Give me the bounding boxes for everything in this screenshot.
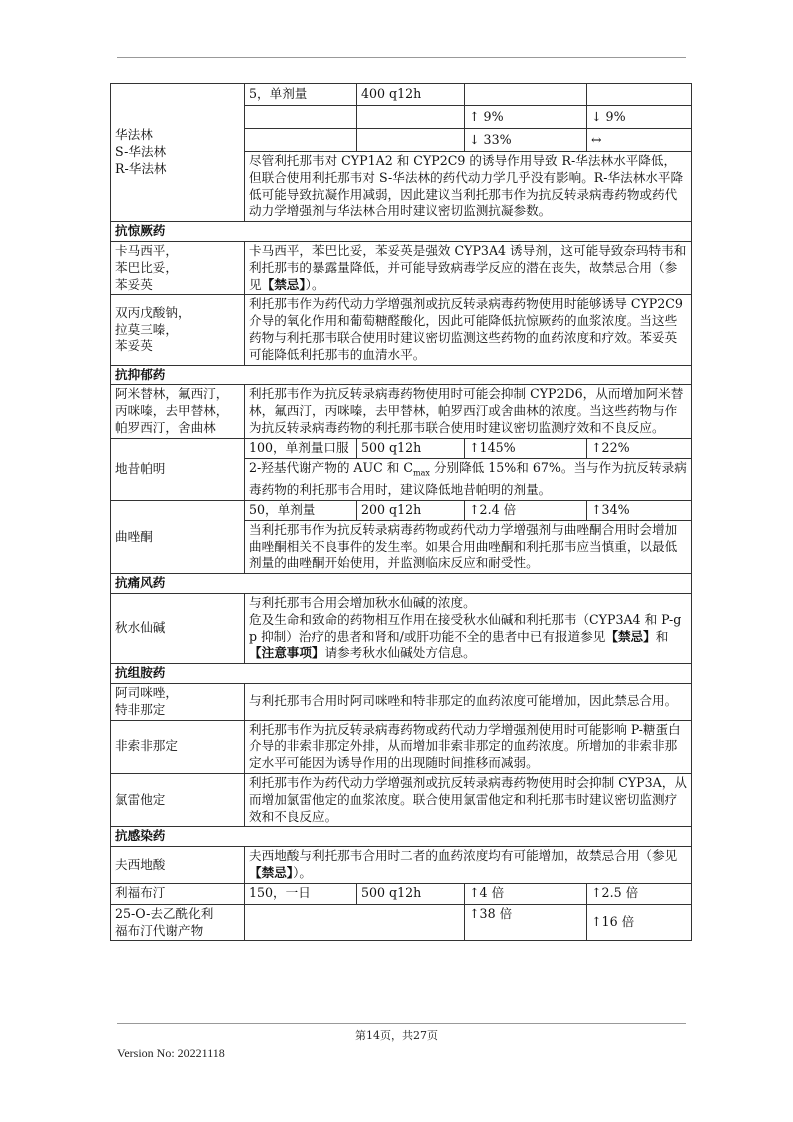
drug-cell [111,295,245,365]
section-header-row [111,365,692,385]
interaction-table [110,83,692,941]
table-row [111,84,692,106]
note-cell: 利托那韦作为药代动力学增强剂或抗反转录病毒药物使用时能够诱导 CYP2C9 介导的氧化作用和葡萄糖醛酸化，因此可能降低抗惊厥药的血浆浓度。当这些药物与利托那韦联合使用时建议密切监测这些药物的血药浓度和疗效。苯妥英可能降低利托那韦的血清水平。 [245,295,692,365]
page-number: 第14页，共27页 [355,1029,438,1042]
footer-rule [117,1023,686,1024]
cmax-cell [587,84,692,106]
drug-name: 阿司咪唑， [115,685,178,701]
cmax-cell: ↑34% [587,500,692,520]
section-header: 抗痛风药 [111,574,692,594]
auc-cell: ↑4 倍 [465,883,587,904]
drug-name: 卡马西平， [115,242,178,258]
drug-name: 25-O-去乙酰化利 [115,905,214,921]
drug-name: 华法林 [115,127,153,143]
note-text: 夫西地酸与利托那韦合用时二者的血药浓度均有可能增加，故禁忌合用（参见 [249,848,678,864]
note-cell [245,847,692,884]
drug-name: 阿米替林，氟西汀， [115,386,229,402]
drug-cell: 非索非那定 [111,720,245,773]
cmax-cell: ↓ 9% [587,106,692,129]
drug-name: R-华法林 [115,160,167,176]
section-header: 抗感染药 [111,827,692,847]
dose-cell [245,106,357,129]
header-rule [117,57,686,58]
contraindication-tag: 【禁忌】 [261,276,306,292]
note-text: 和 [655,628,669,644]
drug-cell [111,684,245,721]
note-cell [245,458,692,500]
ritonavir-dose-cell: 500 q12h [357,438,465,458]
drug-cell: 秋水仙碱 [111,594,245,664]
ritonavir-dose-cell [357,106,465,129]
section-header-row [111,664,692,684]
auc-cell: ↓ 33% [465,129,587,152]
note-text: 分别降低 15%和 67%。当与作为抗反转录病毒药物的利托那韦合用时，建议降低地昔帕明的剂量。 [249,459,687,498]
table-row [111,720,692,773]
cmax-cell: ↔ [587,129,692,152]
drug-cell: 夫西地酸 [111,847,245,884]
drug-name: 拉莫三嗪， [115,321,178,337]
table-row [111,594,692,664]
note-cell: 利托那韦作为抗反转录病毒药物或药代动力学增强剂使用时可能影响 P-糖蛋白介导的非索非那定外排，从而增加非索非那定的血药浓度。所增加的非索非那定水平可能因为诱导作用的出现随时间推移而减弱。 [245,720,692,773]
drug-cell: 氯雷他定 [111,774,245,827]
note-cell: 利托那韦作为药代动力学增强剂或抗反转录病毒药物使用时会抑制 CYP3A，从而增加氯雷他定的血浆浓度。联合使用氯雷他定和利托那韦时建议密切监测疗效和不良反应。 [245,774,692,827]
drug-name: 双丙戊酸钠， [115,304,191,320]
section-header: 抗抑郁药 [111,365,692,385]
cmax-cell: ↑22% [587,438,692,458]
drug-name: 苯巴比妥， [115,259,178,275]
dose-cell: 5，单剂量 [245,84,357,106]
note-text: 卡马西平，苯巴比妥，苯妥英是强效 CYP3A4 诱导剂，这可能导致奈玛特韦和利托那韦的暴露量降低，并可能导致病毒学反应的潜在丧失，故禁忌合用（参见 [249,242,687,292]
dose-cell: 150，一日 [245,883,357,904]
drug-cell: 曲唑酮 [111,500,245,573]
auc-cell: ↑38 倍 [465,904,587,941]
note-text: ）。 [305,276,325,292]
note-text: 与利托那韦合用会增加秋水仙碱的浓度。 [249,595,476,611]
dose-cell: 50，单剂量 [245,500,357,520]
drug-name: S-华法林 [115,144,167,160]
table-row [111,385,692,438]
section-header-row [111,222,692,242]
section-header: 抗惊厥药 [111,222,692,242]
note-cell: 利托那韦作为抗反转录病毒药物使用时可能会抑制 CYP2D6，从而增加阿米替林，氟西汀，丙咪嗪，去甲替林，帕罗西汀或舍曲林的浓度。当这些药物与作为抗反转录病毒药物的利托那韦联合使用时建议密切监测疗效和不良反应。 [245,385,692,438]
dose-cell: 100，单剂量口服 [245,438,357,458]
cmax-cell: ↑2.5 倍 [587,883,692,904]
cmax-cell: ↑16 倍 [587,904,692,941]
table-row [111,241,692,294]
subscript: max [413,468,430,478]
table-row [111,847,692,884]
table-row [111,774,692,827]
table-row [111,295,692,365]
note-text: 2-羟基代谢产物的 AUC 和 C [249,459,414,475]
note-text: ）。 [293,865,312,880]
note-cell: 当利托那韦作为抗反转录病毒药物或药代动力学增强剂与曲唑酮合用时会增加曲唑酮相关不良事件的发生率。如果合用曲唑酮和利托那韦应当慎重，以最低剂量的曲唑酮开始使用，并监测临床反应和耐受性。 [245,520,692,573]
dose-cell [245,904,465,941]
ritonavir-dose-cell: 400 q12h [357,84,465,106]
auc-cell [465,84,587,106]
ritonavir-dose-cell: 200 q12h [357,500,465,520]
drug-name: 苯妥英 [115,338,153,354]
version-number: Version No: 20221118 [117,1046,225,1060]
auc-cell: ↑2.4 倍 [465,500,587,520]
ritonavir-dose-cell: 500 q12h [357,883,465,904]
table-row [111,684,692,721]
drug-name: 帕罗西汀，舍曲林 [115,419,216,435]
section-header: 抗组胺药 [111,664,692,684]
dose-cell [245,129,357,152]
auc-cell: ↑145% [465,438,587,458]
drug-name: 福布汀代谢产物 [115,922,204,938]
contraindication-tag: 【禁忌】 [249,865,294,880]
drug-cell [111,84,245,222]
drug-cell [111,904,245,941]
drug-cell: 地昔帕明 [111,438,245,500]
table-row [111,904,692,941]
table-row [111,438,692,458]
precaution-tag: 【注意事项】 [249,645,325,661]
section-header-row [111,827,692,847]
note-cell: 尽管利托那韦对 CYP1A2 和 CYP2C9 的诱导作用导致 R-华法林水平降低，但联合使用利托那韦对 S-华法林的药代动力学几乎没有影响。R-华法林水平降低可能导致抗凝作用减弱，因此建议当利托那韦作为抗反转录病毒药物或药代动力学增强剂与华法林合用时建议密切监测抗凝参数。 [245,152,692,222]
section-header-row [111,574,692,594]
drug-name: 丙咪嗪，去甲替林， [115,403,229,419]
contraindication-tag: 【禁忌】 [605,628,656,644]
table-row [111,500,692,520]
drug-name: 特非那定 [115,701,166,717]
note-text: 危及生命和致命的药物相互作用在接受秋水仙碱和利托那韦（CYP3A4 和 P-gp 抑制）治疗的患者和肾和/或肝功能不全的患者中已有报道参见 [249,611,682,644]
auc-cell: ↑ 9% [465,106,587,129]
table-row [111,883,692,904]
drug-cell: 利福布汀 [111,883,245,904]
note-text: 请参考秋水仙碱处方信息。 [324,645,476,661]
drug-name: 苯妥英 [115,276,153,292]
drug-cell [111,241,245,294]
note-cell [245,594,692,664]
note-text [249,612,687,662]
drug-cell [111,385,245,438]
note-cell: 与利托那韦合用时阿司咪唑和特非那定的血药浓度可能增加，因此禁忌合用。 [245,684,692,721]
ritonavir-dose-cell [357,129,465,152]
note-cell [245,241,692,294]
